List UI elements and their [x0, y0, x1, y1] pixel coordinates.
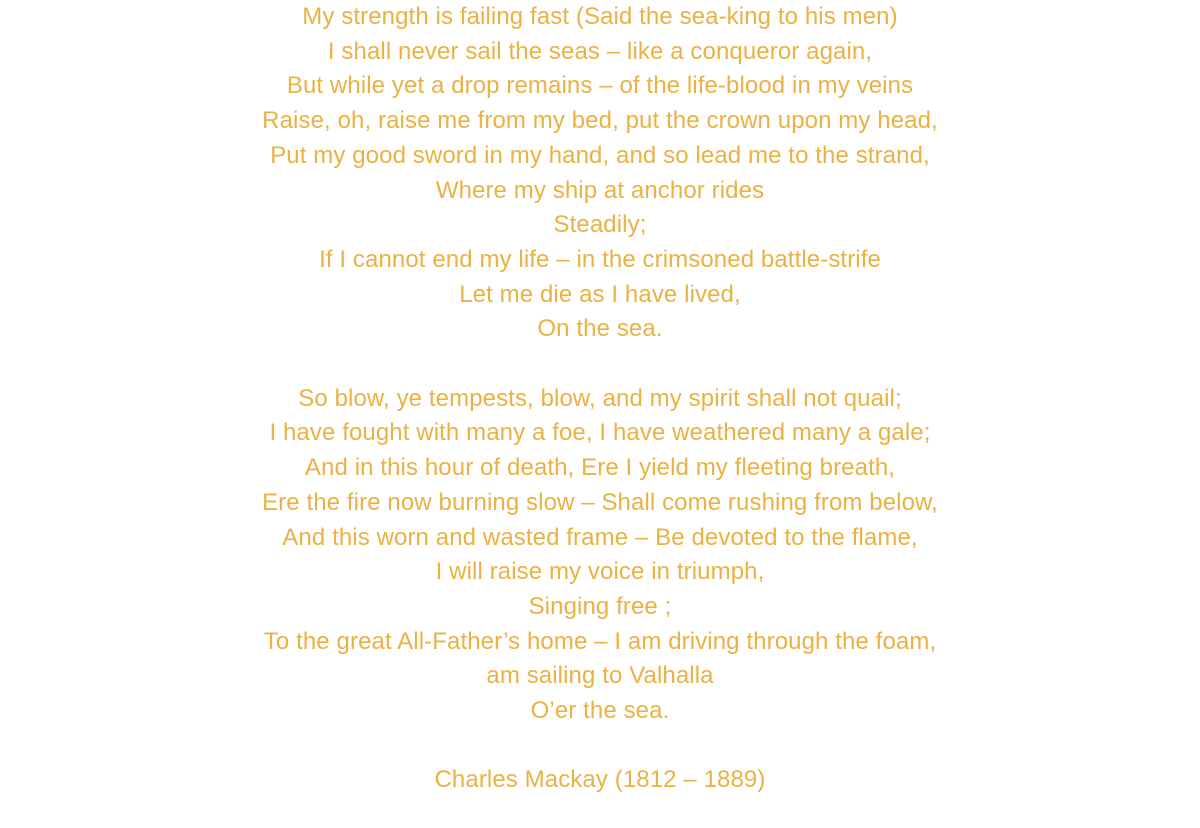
poem-line: am sailing to Valhalla	[486, 662, 714, 690]
poem-attribution: Charles Mackay (1812 – 1889)	[434, 766, 766, 794]
poem-line: Let me die as I have lived,	[459, 280, 741, 308]
poem-line: I have fought with many a foe, I have weathered many a gale;	[269, 419, 931, 447]
poem-line: Raise, oh, raise me from my bed, put the crown upon my head,	[262, 107, 938, 135]
poem-line: My strength is failing fast (Said the sea-king to his men)	[302, 3, 898, 30]
poem-line: So blow, ye tempests, blow, and my spirit shall not quail;	[298, 384, 902, 412]
poem-stanza-2	[0, 382, 1200, 729]
poem-line: Steadily;	[553, 211, 647, 239]
poem-line: Put my good sword in my hand, and so lead me to the strand,	[270, 141, 930, 169]
poem-line: On the sea.	[537, 315, 663, 343]
poem-stanza-1	[0, 0, 1200, 347]
poem-line: And this worn and wasted frame – Be devoted to the flame,	[282, 523, 918, 551]
poem-line: Singing free ;	[528, 592, 672, 620]
stanza-gap	[0, 729, 1200, 764]
poem-line: I will raise my voice in triumph,	[435, 558, 765, 586]
poem-line: O’er the sea.	[530, 697, 670, 725]
poem-line: But while yet a drop remains – of the life-blood in my veins	[286, 72, 914, 100]
poem-line: To the great All-Father’s home – I am driving through the foam,	[263, 627, 937, 655]
poem-line: Ere the fire now burning slow – Shall come rushing from below,	[262, 488, 938, 516]
stanza-gap	[0, 347, 1200, 382]
poem-line: And in this hour of death, Ere I yield my fleeting breath,	[304, 454, 896, 482]
poem-line: If I cannot end my life – in the crimsoned battle-strife	[319, 245, 881, 273]
poem-line: Where my ship at anchor rides	[435, 176, 765, 204]
poem-line: I shall never sail the seas – like a conqueror again,	[327, 37, 873, 65]
